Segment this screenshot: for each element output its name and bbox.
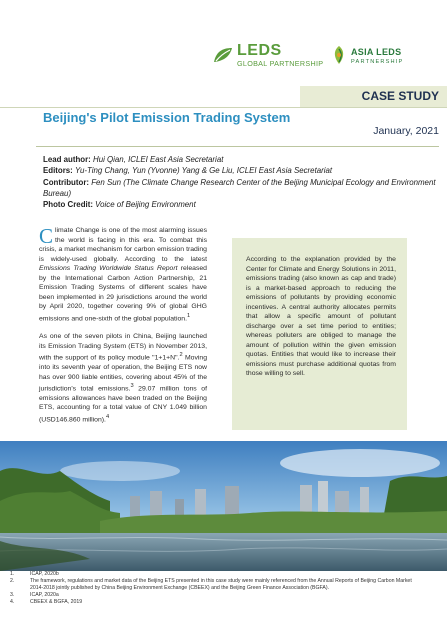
footnote-ref: 3 bbox=[130, 383, 134, 390]
footnote-1 bbox=[10, 571, 415, 578]
photo-credit-label: Photo Credit: bbox=[43, 200, 93, 210]
highlight-text: According to the explanation provided by the Center for Climate and Energy Solutions in 2011, emissions trading (also known as cap and trade) is a market-based approach to reducing the emissions of pollutants by providing economic incentives. A central authority allocates permits that allow a specific amount of pollutant discharge over a set time period to entities; whereas polluters are obliged to manage the amount of pollution within the given emission quotas. Entities that would like to increase their emissions must purchase additional quotas from those willing to sell. bbox=[246, 256, 396, 377]
body-paragraph-1 bbox=[39, 226, 207, 323]
footnote-number: 2. bbox=[10, 577, 15, 584]
report-title: Emissions Trading Worldwide Status Report bbox=[39, 265, 178, 272]
drop-cap: C bbox=[39, 224, 54, 248]
body-text: As one of the seven pilots in China, Beijing launched its Emission Trading System (ETS) in November 2013, with the support of its policy module "1+1+N". bbox=[39, 333, 207, 362]
body-text: Moving into its seventh year of operation, the Beijing ETS now has over 900 liable entities, covering about 45% of the jurisdiction's total emissions. bbox=[39, 354, 208, 393]
body-column bbox=[39, 226, 207, 434]
credits-block bbox=[43, 154, 438, 210]
beijing-lake-photo bbox=[0, 441, 447, 571]
editors-line bbox=[43, 165, 438, 176]
footnote-3 bbox=[10, 592, 415, 599]
footnotes bbox=[10, 571, 415, 606]
footnote-number: 1. bbox=[10, 571, 15, 577]
footnote-number: 4. bbox=[10, 598, 15, 605]
asia-leds-logo-subtitle: PARTNERSHIP bbox=[351, 59, 404, 65]
contributor-label: Contributor: bbox=[43, 177, 90, 187]
document-title: Beijing's Pilot Emission Trading System bbox=[43, 110, 291, 125]
contributor-value: Fen Sun (The Climate Change Research Center of the Beijing Municipal Ecology and Environment Bureau) bbox=[43, 177, 436, 198]
footnote-ref: 2 bbox=[179, 352, 183, 359]
lead-author-label: Lead author: bbox=[43, 155, 91, 164]
footnote-text: ICAP, 2020b bbox=[30, 571, 59, 577]
title-divider bbox=[36, 146, 439, 147]
editors-label: Editors: bbox=[43, 166, 73, 176]
footnote-text: ICAP, 2020a bbox=[30, 591, 59, 598]
body-text: released by the International Carbon Action Partnership, 21 Emission Trading Systems of different scales have been implemented in 29 jurisdictions around the world by April 2020, together covering 9% of global GHG emissions and one-sixth of the global population. bbox=[39, 265, 207, 322]
contributor-line bbox=[43, 177, 438, 200]
footnote-2 bbox=[10, 578, 415, 592]
body-paragraph-2 bbox=[39, 332, 207, 424]
footnote-number: 3. bbox=[10, 591, 15, 598]
footnote-ref: 1 bbox=[187, 312, 191, 319]
header-divider bbox=[0, 107, 447, 108]
body-text: limate Change is one of the most alarming issues the world is facing in this era. To combat this crisis, a market mechanism for carbon emission trading is widely-used globally. According to the latest bbox=[39, 227, 207, 263]
body-text: 29.07 million tons of emissions allowances have been traded on the Beijing ETS, accounting for a total value of CNY 1.049 billion (USD146.860 million). bbox=[39, 385, 207, 424]
asia-leds-logo-title: ASIA LEDS bbox=[351, 47, 402, 57]
lead-author-value: Hui Qian, ICLEI East Asia Secretariat bbox=[93, 155, 224, 164]
footnote-4 bbox=[10, 599, 415, 606]
photo-credit-value: Voice of Beijing Environment bbox=[95, 200, 196, 210]
document-date: January, 2021 bbox=[373, 125, 439, 137]
photo-credit-line bbox=[43, 199, 438, 210]
editors-value: Yu-Ting Chang, Yun (Yvonne) Yang & Ge Liu, ICLEI East Asia Secretariat bbox=[75, 166, 333, 176]
leds-logo-icon bbox=[212, 46, 234, 64]
footnote-ref: 4 bbox=[105, 413, 110, 420]
photo-illustration bbox=[0, 441, 447, 571]
footnote-text: CBEEX & BGFA, 2019 bbox=[30, 598, 83, 605]
footnote-text: The framework, regulations and market data of the Beijing ETS presented in this case study were mainly referenced from the Annual Reports of Beijing Carbon Market 2014-2018 jointly published by China Beijing Environment Exchange (CBEEX) and the Beijing Green Finance Association (BGFA). bbox=[30, 577, 412, 591]
leds-logo-title: LEDS bbox=[237, 42, 282, 59]
case-study-label: CASE STUDY bbox=[361, 89, 439, 103]
lead-author-line bbox=[43, 154, 438, 165]
asia-leds-logo-icon bbox=[330, 44, 348, 66]
leds-logo-subtitle: GLOBAL PARTNERSHIP bbox=[237, 59, 324, 68]
